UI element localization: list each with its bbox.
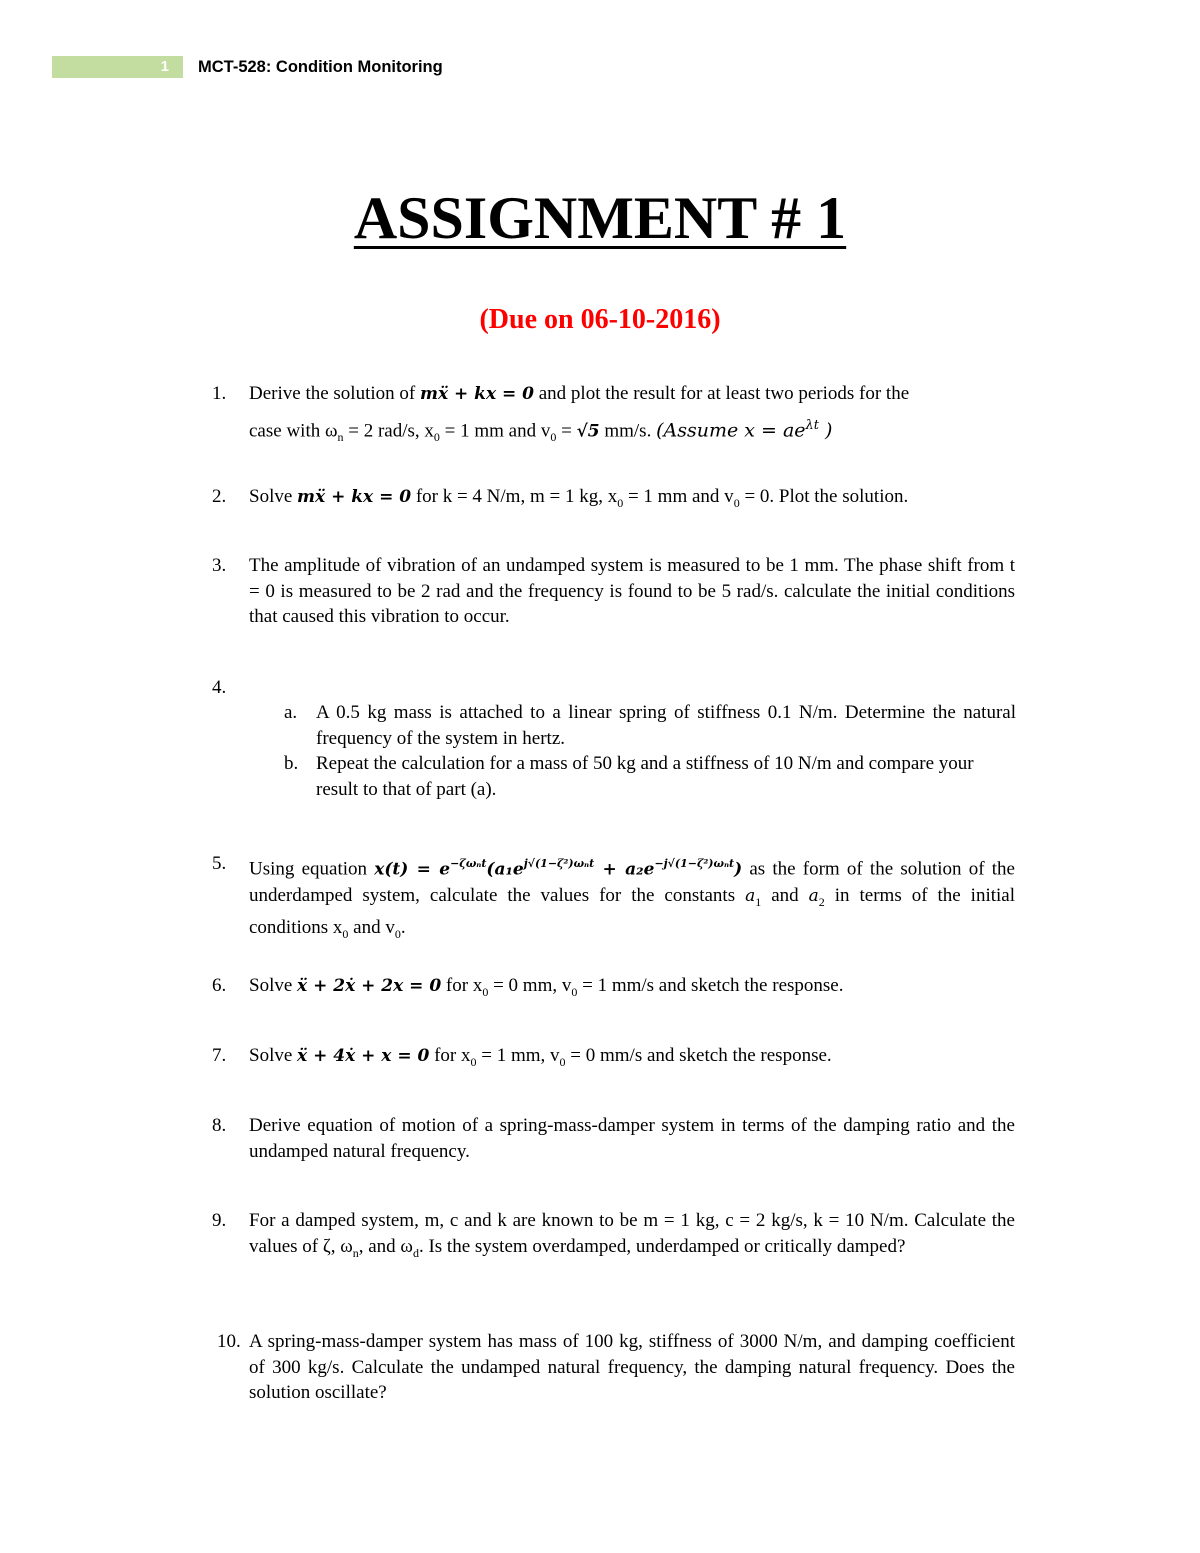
sub-text: Repeat the calculation for a mass of 50 kg and a stiffness of 10 N/m and compare your result to that of part (a). <box>316 753 974 800</box>
question-7 <box>212 1043 1015 1075</box>
question-number: 7. <box>212 1045 227 1066</box>
question-number: 2. <box>212 486 227 507</box>
question-5 <box>212 851 1016 948</box>
assignment-title: ASSIGNMENT # 1 <box>353 185 847 251</box>
question-text: For a damped system, m, c and k are known to be m = 1 kg, c = 2 kg/s, k = 10 N/m. Calculate the values of ζ, $\omega_n$, and $\omega_d$. Is the system overdamped, underdamped or critically damped? <box>249 1210 1015 1260</box>
question-text: A spring-mass-damper system has mass of 100 kg, stiffness of 3000 N/m, and damping coefficient of 300 kg/s. Calculate the undamped natural frequency, the damping natural frequency. Does the solution oscillate? <box>249 1331 1015 1404</box>
due-date: (Due on 06-10-2016) <box>479 304 721 335</box>
question-9 <box>212 1208 1015 1266</box>
sub-label: a. <box>284 702 298 723</box>
question-number: 9. <box>212 1210 227 1231</box>
question-2 <box>212 484 1015 516</box>
course-title: MCT-528: Condition Monitoring <box>198 58 443 76</box>
question-text: Using equation $x(t) = e^{-\zeta\omega_nt}(a_1e^{j√(1-\zeta^2)\omega_nt} + a_2e^{-j√(1-\zeta^2)\omega_nt})$ as the form of the solution of the underdamped system, calculate the values for the constants $a_1$ and $a_2$ in terms of the initial conditions $x_0$ and $v_0$. <box>249 857 1016 942</box>
question-number: 10. <box>217 1331 241 1352</box>
question-number: 8. <box>212 1115 227 1136</box>
question-6 <box>212 973 1015 1005</box>
question-number: 6. <box>212 975 227 996</box>
question-10 <box>217 1329 1015 1406</box>
question-4b <box>284 751 1016 802</box>
question-number: 5. <box>212 853 227 874</box>
page-number: 1 <box>52 56 183 78</box>
question-text: Solve ẍ + 4ẋ + x = 0 for $x_0 = 1$ mm, $v_0 = 0$ mm/s and sketch the response. <box>249 1045 832 1069</box>
question-number: 1. <box>212 383 227 404</box>
question-text: Derive equation of motion of a spring-mass-damper system in terms of the damping ratio and the undamped natural frequency. <box>249 1115 1015 1162</box>
question-1 <box>212 381 1015 450</box>
question-number: 4. <box>212 677 227 698</box>
sub-text: A 0.5 kg mass is attached to a linear spring of stiffness 0.1 N/m. Determine the natural frequency of the system in hertz. <box>316 702 1016 749</box>
question-number: 3. <box>212 555 227 576</box>
question-text: Derive the solution of mẍ + kx = 0 and plot the result for at least two periods for the case with $\omega_n = 2$ rad/s, $x_0 = 1$ mm and $v_0 = √5$ mm/s. (Assume $x = ae^{\lambda t}$ ) <box>249 383 910 444</box>
question-text: The amplitude of vibration of an undamped system is measured to be 1 mm. The phase shift from t = 0 is measured to be 2 rad and the frequency is found to be 5 rad/s. calculate the initial conditions that caused this vibration to occur. <box>249 555 1015 628</box>
question-3 <box>212 553 1015 630</box>
question-text: Solve ẍ + 2ẋ + 2x = 0 for $x_0 = 0$ mm, $v_0 = 1$ mm/s and sketch the response. <box>249 975 844 999</box>
sub-label: b. <box>284 753 299 774</box>
question-text: Solve mẍ + kx = 0 for k = 4 N/m, m = 1 kg, $x_0 = 1$ mm and $v_0 = 0$. Plot the solution. <box>249 486 909 510</box>
question-8 <box>212 1113 1015 1164</box>
question-4a <box>284 700 1016 751</box>
